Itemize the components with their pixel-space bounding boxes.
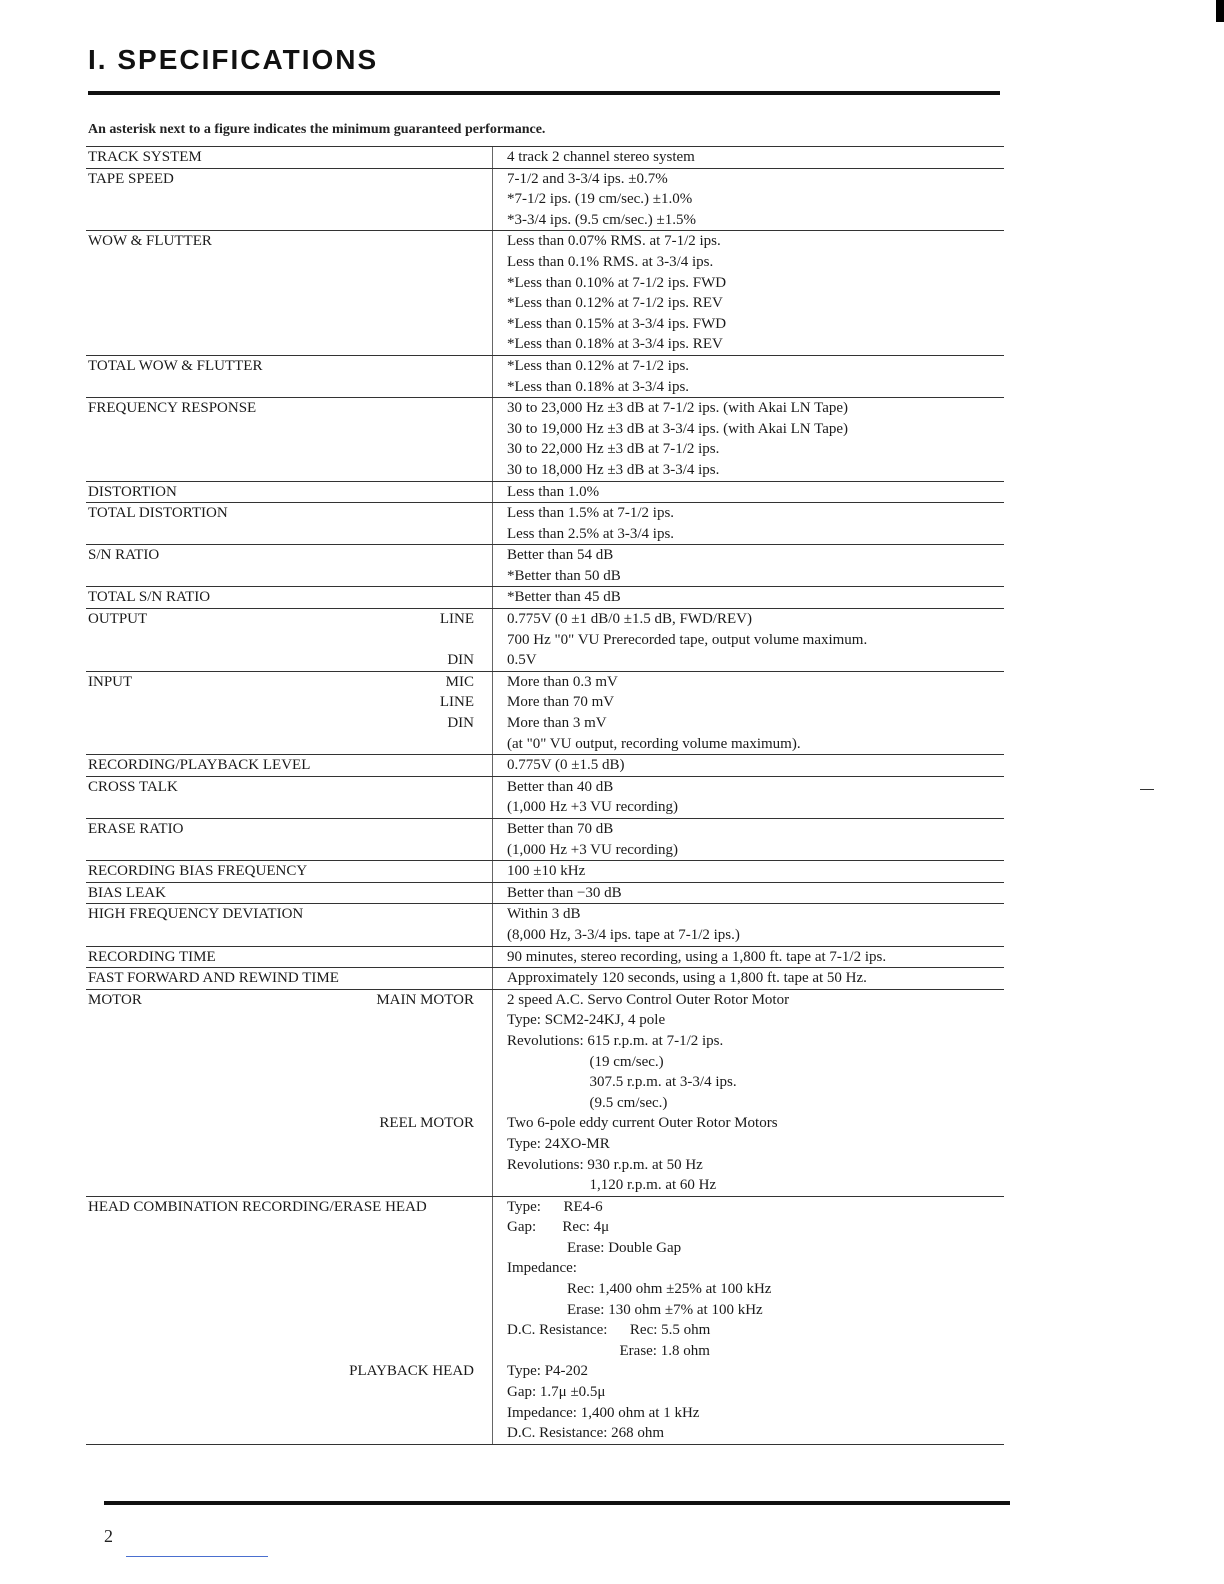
spec-row	[86, 777, 1004, 818]
spec-label: INPUT	[88, 673, 133, 690]
spec-label-cell	[86, 356, 492, 397]
spec-value: 30 to 23,000 Hz ±3 dB at 7-1/2 ips. (with Akai LN Tape)	[507, 400, 849, 417]
spec-value-cell	[493, 904, 1004, 945]
spec-value: 30 to 19,000 Hz ±3 dB at 3-3/4 ips. (with Akai LN Tape)	[507, 420, 849, 437]
spec-row	[86, 968, 1004, 989]
label-line	[86, 1134, 492, 1155]
label-line	[86, 1361, 492, 1382]
spec-value-cell	[493, 503, 1004, 544]
label-line	[86, 1093, 492, 1114]
spec-value: 100 ±10 kHz	[507, 863, 586, 880]
spec-label: HIGH FREQUENCY DEVIATION	[88, 906, 304, 923]
spec-value-cell	[493, 587, 1004, 608]
spec-value: Better than 40 dB	[507, 778, 614, 795]
label-line	[86, 147, 492, 168]
spec-value-cell	[493, 755, 1004, 776]
title-rule	[88, 91, 1000, 95]
spec-label-cell	[86, 819, 492, 860]
spec-value: D.C. Resistance: 268 ohm	[507, 1425, 665, 1442]
label-line	[86, 1217, 492, 1238]
spec-label: CROSS TALK	[88, 778, 178, 795]
label-line	[86, 1320, 492, 1341]
label-line	[86, 503, 492, 524]
spec-label: RECORDING TIME	[88, 948, 216, 965]
page-title: I. SPECIFICATIONS	[88, 44, 379, 75]
spec-value: (19 cm/sec.)	[507, 1053, 664, 1070]
spec-value: (9.5 cm/sec.)	[507, 1094, 668, 1111]
spec-value: Type: RE4-6	[507, 1198, 603, 1215]
spec-row	[86, 503, 1004, 544]
spec-label: FREQUENCY RESPONSE	[88, 400, 257, 417]
spec-value-cell	[493, 861, 1004, 882]
spec-value-cell	[493, 356, 1004, 397]
spec-value-cell	[493, 990, 1004, 1196]
scan-corner-mark	[1216, 0, 1224, 22]
spec-label-cell	[86, 672, 492, 754]
label-line	[86, 1341, 492, 1362]
spec-table	[86, 146, 1004, 1445]
spec-value: *Better than 50 dB	[507, 567, 621, 584]
spec-label: RECORDING BIAS FREQUENCY	[88, 863, 308, 880]
label-line	[86, 356, 492, 377]
spec-value-cell	[493, 1197, 1004, 1444]
label-line	[86, 861, 492, 882]
spec-value: More than 70 mV	[507, 694, 615, 711]
spec-value: Gap: Rec: 4μ	[507, 1219, 610, 1236]
label-line	[86, 1175, 492, 1196]
spec-value-cell	[493, 147, 1004, 168]
label-line	[86, 1279, 492, 1300]
spec-value: Two 6-pole eddy current Outer Rotor Motors	[507, 1115, 778, 1132]
spec-row	[86, 587, 1004, 608]
spec-value: *3-3/4 ips. (9.5 cm/sec.) ±1.5%	[507, 211, 697, 228]
label-line	[86, 904, 492, 925]
label-line	[86, 231, 492, 252]
spec-value: (at "0" VU output, recording volume maximum).	[507, 735, 801, 752]
spec-label: FAST FORWARD AND REWIND TIME	[88, 970, 339, 987]
label-line	[86, 819, 492, 840]
spec-value: D.C. Resistance: Rec: 5.5 ohm	[507, 1322, 711, 1339]
label-line	[86, 840, 492, 861]
label-line	[86, 797, 492, 818]
spec-sublabel: LINE	[439, 694, 474, 711]
spec-row	[86, 990, 1004, 1196]
spec-value: Type: 24XO-MR	[507, 1135, 610, 1152]
spec-sublabel: DIN	[447, 715, 474, 732]
spec-value: Type: P4-202	[507, 1363, 589, 1380]
label-line	[86, 398, 492, 419]
label-line	[86, 692, 492, 713]
label-line	[86, 990, 492, 1011]
spec-label-cell	[86, 755, 492, 776]
spec-value: *Better than 45 dB	[507, 589, 621, 606]
label-line	[86, 672, 492, 693]
label-line	[86, 883, 492, 904]
spec-value: 700 Hz "0" VU Prerecorded tape, output volume maximum.	[507, 631, 868, 648]
spec-value: 7-1/2 and 3-3/4 ips. ±0.7%	[507, 170, 668, 187]
label-line	[86, 524, 492, 545]
label-line	[86, 1010, 492, 1031]
spec-label: TOTAL WOW & FLUTTER	[88, 357, 263, 374]
spec-label: S/N RATIO	[88, 547, 160, 564]
spec-value: Type: SCM2-24KJ, 4 pole	[507, 1012, 666, 1029]
spec-value: Rec: 1,400 ohm ±25% at 100 kHz	[507, 1281, 772, 1298]
spec-label-cell	[86, 1197, 492, 1444]
page-number: 2	[104, 1526, 113, 1546]
spec-value: Better than −30 dB	[507, 884, 622, 901]
label-line	[86, 1403, 492, 1424]
label-line	[86, 210, 492, 231]
label-line	[86, 1238, 492, 1259]
spec-value-cell	[493, 398, 1004, 480]
spec-value: Revolutions: 615 r.p.m. at 7-1/2 ips.	[507, 1032, 724, 1049]
label-line	[86, 1155, 492, 1176]
label-line	[86, 630, 492, 651]
footer-rule	[104, 1501, 1010, 1505]
spec-value: Approximately 120 seconds, using a 1,800 ft. tape at 50 Hz.	[507, 970, 867, 987]
spec-value-cell	[493, 968, 1004, 989]
spec-row	[86, 883, 1004, 904]
spec-label-cell	[86, 147, 492, 168]
label-line	[86, 947, 492, 968]
spec-value: *Less than 0.10% at 7-1/2 ips. FWD	[507, 274, 727, 291]
spec-value: Erase: Double Gap	[507, 1239, 682, 1256]
spec-value: (1,000 Hz +3 VU recording)	[507, 841, 679, 858]
spec-value: Less than 0.07% RMS. at 7-1/2 ips.	[507, 233, 721, 250]
label-line	[86, 169, 492, 190]
spec-value: Impedance:	[507, 1260, 577, 1277]
spec-value-cell	[493, 231, 1004, 355]
label-line	[86, 1113, 492, 1134]
spec-label: OUTPUT	[88, 611, 148, 628]
spec-label-cell	[86, 968, 492, 989]
spec-sublabel: MIC	[445, 673, 474, 690]
spec-label-cell	[86, 231, 492, 355]
spec-value: Less than 0.1% RMS. at 3-3/4 ips.	[507, 253, 714, 270]
spec-value: *Less than 0.12% at 7-1/2 ips.	[507, 357, 690, 374]
label-line	[86, 460, 492, 481]
spec-label-cell	[86, 398, 492, 480]
spec-value: 4 track 2 channel stereo system	[507, 149, 695, 165]
spec-sublabel: MAIN MOTOR	[376, 991, 474, 1008]
spec-label-cell	[86, 609, 492, 671]
label-line	[86, 1197, 492, 1218]
label-line	[86, 439, 492, 460]
spec-value: 2 speed A.C. Servo Control Outer Rotor Motor	[507, 991, 790, 1008]
spec-value: Gap: 1.7μ ±0.5μ	[507, 1384, 606, 1401]
spec-label-cell	[86, 169, 492, 231]
label-line	[86, 1300, 492, 1321]
spec-value: *Less than 0.12% at 7-1/2 ips. REV	[507, 295, 723, 312]
label-line	[86, 755, 492, 776]
spec-value: 90 minutes, stereo recording, using a 1,800 ft. tape at 7-1/2 ips.	[507, 948, 887, 965]
label-line	[86, 566, 492, 587]
spec-label: RECORDING/PLAYBACK LEVEL	[88, 757, 311, 774]
label-line	[86, 1423, 492, 1444]
spec-label: HEAD COMBINATION RECORDING/ERASE HEAD	[88, 1198, 427, 1215]
spec-value: 307.5 r.p.m. at 3-3/4 ips.	[507, 1074, 737, 1091]
spec-sublabel: LINE	[439, 611, 474, 628]
spec-label: MOTOR	[88, 991, 142, 1008]
spec-value-cell	[493, 777, 1004, 818]
label-line	[86, 1052, 492, 1073]
spec-value: 30 to 18,000 Hz ±3 dB at 3-3/4 ips.	[507, 461, 720, 478]
label-line	[86, 273, 492, 294]
spec-value-cell	[493, 609, 1004, 671]
spec-value: More than 3 mV	[507, 715, 607, 732]
spec-row	[86, 1197, 1004, 1444]
spec-value: More than 0.3 mV	[507, 673, 618, 690]
label-line	[86, 482, 492, 503]
spec-row	[86, 755, 1004, 776]
label-line	[86, 713, 492, 734]
spec-row	[86, 482, 1004, 503]
spec-row	[86, 609, 1004, 671]
spec-label-cell	[86, 861, 492, 882]
spec-label: WOW & FLUTTER	[88, 233, 212, 250]
spec-row	[86, 356, 1004, 397]
label-line	[86, 1258, 492, 1279]
spec-value: *Less than 0.15% at 3-3/4 ips. FWD	[507, 315, 727, 332]
spec-sublabel: REEL MOTOR	[379, 1115, 474, 1132]
spec-row	[86, 398, 1004, 480]
label-line	[86, 189, 492, 210]
spec-value: Impedance: 1,400 ohm at 1 kHz	[507, 1404, 700, 1421]
spec-value-cell	[493, 819, 1004, 860]
label-line	[86, 650, 492, 671]
spec-label-cell	[86, 545, 492, 586]
spec-row	[86, 819, 1004, 860]
label-line	[86, 1031, 492, 1052]
label-line	[86, 314, 492, 335]
spec-label: TOTAL DISTORTION	[88, 505, 228, 522]
spec-value: 0.775V (0 ±1.5 dB)	[507, 757, 625, 774]
spec-value: Erase: 130 ohm ±7% at 100 kHz	[507, 1301, 763, 1318]
label-line	[86, 734, 492, 755]
spec-value: 0.5V	[507, 652, 537, 669]
spec-label-cell	[86, 503, 492, 544]
spec-row	[86, 545, 1004, 586]
spec-label: TRACK SYSTEM	[88, 149, 202, 165]
row-separator	[86, 1444, 1004, 1445]
spec-label-cell	[86, 587, 492, 608]
spec-value: *7-1/2 ips. (19 cm/sec.) ±1.0%	[507, 191, 693, 208]
spec-value: Better than 70 dB	[507, 821, 614, 837]
label-line	[86, 293, 492, 314]
spec-row	[86, 861, 1004, 882]
spec-value-cell	[493, 672, 1004, 754]
spec-value: 30 to 22,000 Hz ±3 dB at 7-1/2 ips.	[507, 441, 720, 458]
spec-label: TOTAL S/N RATIO	[88, 589, 211, 606]
spec-sublabel: PLAYBACK HEAD	[349, 1363, 474, 1380]
spec-row	[86, 147, 1004, 168]
spec-label-cell	[86, 990, 492, 1196]
spec-value-cell	[493, 947, 1004, 968]
spec-value: *Less than 0.18% at 3-3/4 ips.	[507, 378, 690, 395]
spec-value: (8,000 Hz, 3-3/4 ips. tape at 7-1/2 ips.)	[507, 926, 740, 943]
label-line	[86, 925, 492, 946]
label-line	[86, 334, 492, 355]
asterisk-note: An asterisk next to a figure indicates the minimum guaranteed performance.	[88, 122, 546, 137]
spec-value: Less than 1.5% at 7-1/2 ips.	[507, 505, 675, 522]
margin-dash	[1140, 789, 1154, 790]
spec-row	[86, 672, 1004, 754]
spec-label-cell	[86, 947, 492, 968]
label-line	[86, 1072, 492, 1093]
spec-value: Less than 1.0%	[507, 483, 600, 500]
label-line	[86, 252, 492, 273]
spec-value: 1,120 r.p.m. at 60 Hz	[507, 1177, 717, 1194]
label-line	[86, 777, 492, 798]
label-line	[86, 968, 492, 989]
label-line	[86, 1382, 492, 1403]
spec-row	[86, 947, 1004, 968]
spec-value: Less than 2.5% at 3-3/4 ips.	[507, 525, 675, 542]
spec-value: Erase: 1.8 ohm	[507, 1342, 710, 1359]
spec-value: Within 3 dB	[507, 906, 581, 923]
spec-value-cell	[493, 169, 1004, 231]
spec-label: DISTORTION	[88, 483, 177, 500]
spec-row	[86, 169, 1004, 231]
spec-value: 0.775V (0 ±1 dB/0 ±1.5 dB, FWD/REV)	[507, 611, 752, 628]
spec-label: BIAS LEAK	[88, 884, 166, 901]
spec-label-cell	[86, 883, 492, 904]
spec-value: Revolutions: 930 r.p.m. at 50 Hz	[507, 1156, 703, 1173]
label-line	[86, 545, 492, 566]
spec-value-cell	[493, 545, 1004, 586]
spec-value-cell	[493, 482, 1004, 503]
label-line	[86, 377, 492, 398]
spec-label: ERASE RATIO	[88, 821, 184, 837]
spec-value: (1,000 Hz +3 VU recording)	[507, 799, 679, 816]
footer-mark	[126, 1556, 268, 1557]
spec-row	[86, 904, 1004, 945]
label-line	[86, 587, 492, 608]
spec-row	[86, 231, 1004, 355]
spec-label-cell	[86, 482, 492, 503]
spec-label: TAPE SPEED	[88, 170, 174, 187]
spec-value: *Less than 0.18% at 3-3/4 ips. REV	[507, 336, 723, 353]
label-line	[86, 419, 492, 440]
spec-label-cell	[86, 777, 492, 818]
spec-value: Better than 54 dB	[507, 547, 614, 564]
spec-value-cell	[493, 883, 1004, 904]
label-line	[86, 609, 492, 630]
spec-sublabel: DIN	[447, 652, 474, 669]
spec-label-cell	[86, 904, 492, 945]
